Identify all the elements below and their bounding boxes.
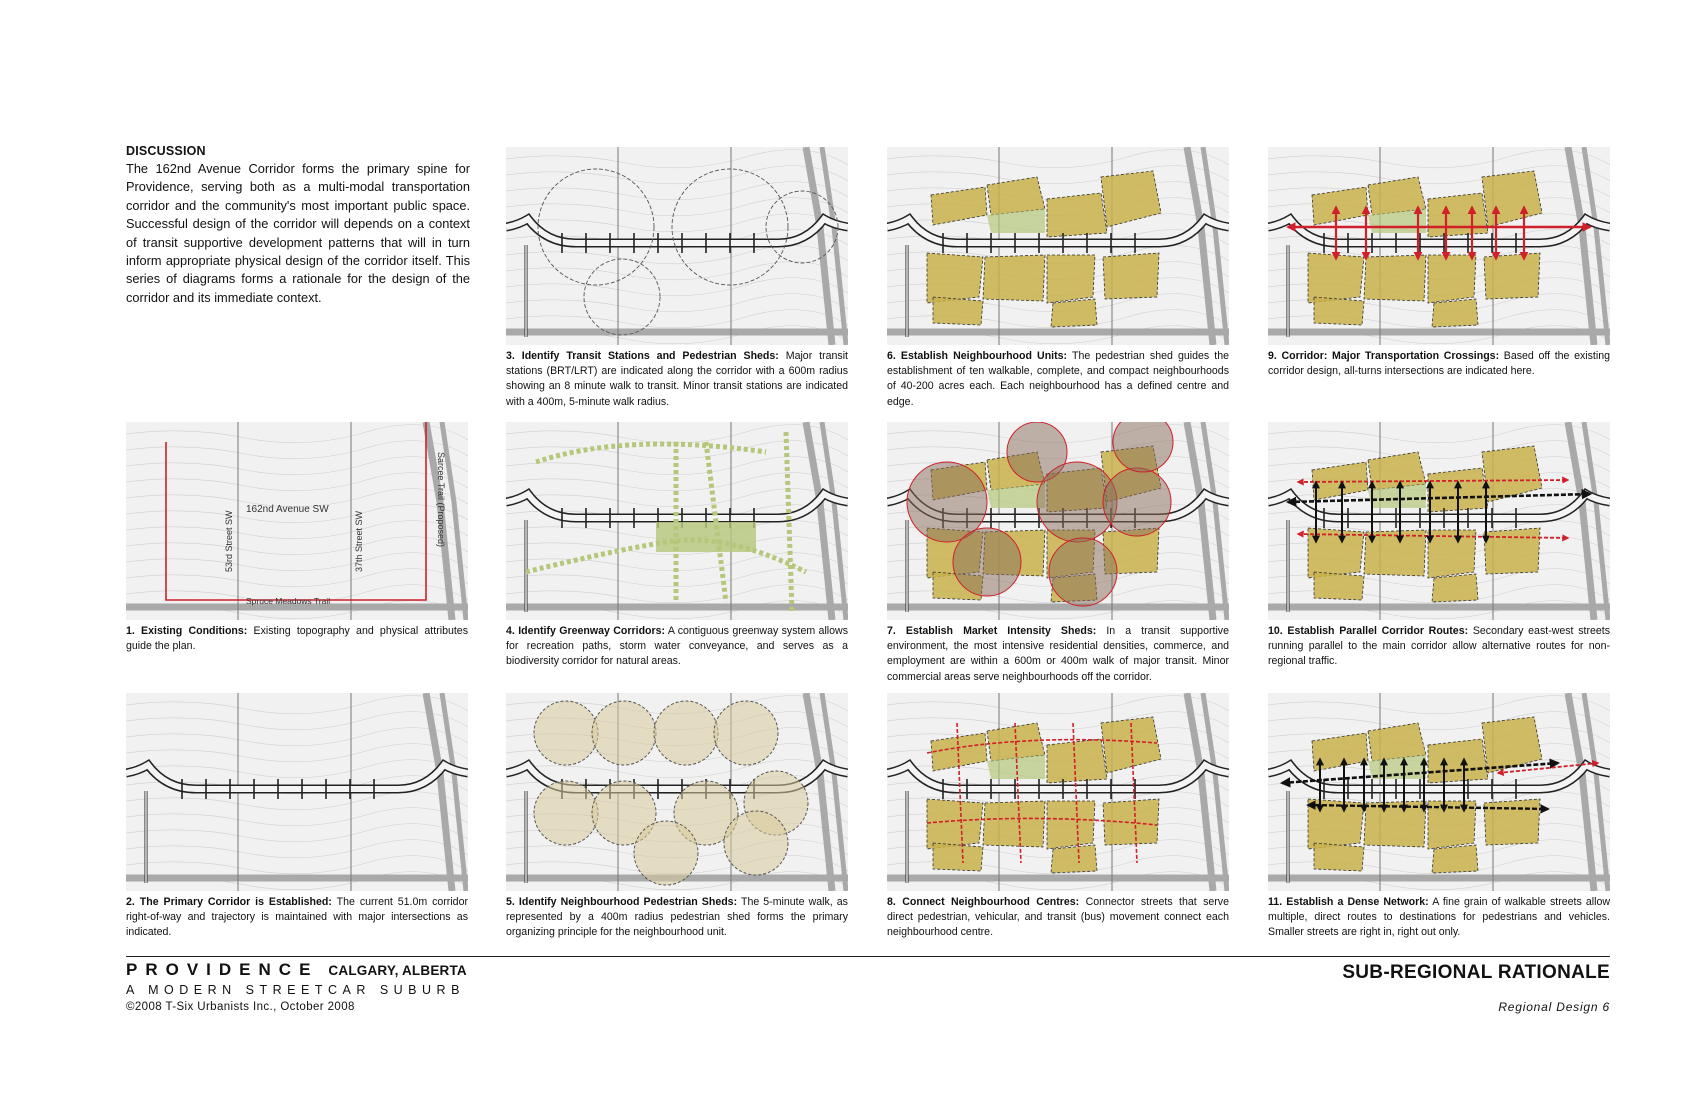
market-shed: [953, 528, 1021, 596]
caption-neighbourhood-units: 6. Establish Neighbourhood Units: The pedestrian shed guides the establishment of ten walkable, complete, and compact neighbourhoods of 40-200 acres each. Each neighbourhood has a defined centre and edge.: [887, 350, 1229, 408]
caption-transit-stations: 3. Identify Transit Stations and Pedestrian Sheds: Major transit stations (BRT/LRT) are indicated along the corridor with a 600m radius showing an 8 minute walk to transit. Minor transit stations are indicated with a 400m, 5-minute walk radius.: [506, 350, 848, 408]
neighbourhood-unit: [1314, 297, 1364, 325]
neighbourhood-unit: [1432, 574, 1478, 602]
pedestrian-shed: [534, 781, 598, 845]
neighbourhood-unit: [1484, 253, 1540, 299]
panel-neighbourhood-units: [887, 147, 1229, 410]
discussion-block: [126, 144, 470, 307]
pedestrian-shed: [634, 821, 698, 885]
map-dense-network: [1268, 693, 1610, 891]
caption-primary-corridor: 2. The Primary Corridor is Established: The current 51.0m corridor right-of-way and trajectory is maintained with major intersections as indicated.: [126, 896, 468, 939]
neighbourhood-unit: [1428, 193, 1488, 237]
neighbourhood-unit: [1432, 299, 1478, 327]
footer-brand: [126, 960, 467, 1013]
neighbourhood-unit: [1047, 801, 1095, 849]
panel-transportation-crossings: [1268, 147, 1610, 379]
map-label-53rd: 53rd Street SW: [224, 510, 234, 572]
panel-pedestrian-sheds: [506, 693, 848, 941]
caption-transportation-crossings: 9. Corridor: Major Transportation Crossings: Based off the existing corridor design, all-turns intersections are indicated here.: [1268, 350, 1610, 378]
footer-divider: [126, 956, 1610, 957]
neighbourhood-unit: [1484, 528, 1540, 574]
neighbourhood-unit: [1047, 193, 1107, 237]
neighbourhood-unit: [1047, 255, 1095, 303]
neighbourhood-unit: [1364, 255, 1426, 301]
neighbourhood-unit: [1484, 799, 1540, 845]
pedestrian-shed: [714, 701, 778, 765]
panel-connect-centres: [887, 693, 1229, 941]
pedestrian-shed: [534, 701, 598, 765]
neighbourhood-unit: [1364, 530, 1426, 576]
discussion-body: The 162nd Avenue Corridor forms the primary spine for Providence, serving both as a multi-modal transportation corridor and the community's most important public space. Successful design of the corridor will depends on a context of transit supportive development patterns that will in turn inform appropriate physical design of the corridor itself. This series of diagrams forms a rationale for the design of the corridor and its immediate context.: [126, 161, 470, 305]
caption-connect-centres: 8. Connect Neighbourhood Centres: Connector streets that serve direct pedestrian, vehicular, and transit (bus) movement connect each neighbourhood centre.: [887, 896, 1229, 939]
neighbourhood-unit: [1047, 739, 1107, 783]
map-label-avenue: 162nd Avenue SW: [246, 504, 329, 515]
map-label-highway: Sarcee Trail (Proposed): [436, 452, 446, 548]
copyright-line: ©2008 T-Six Urbanists Inc., October 2008: [126, 1001, 355, 1013]
panel-parallel-routes: [1268, 422, 1610, 670]
neighbourhood-unit: [1051, 299, 1097, 327]
market-shed: [1103, 468, 1171, 536]
map-neighbourhood-units: [887, 147, 1229, 345]
panel-transit-stations: [506, 147, 848, 410]
caption-market-intensity: 7. Establish Market Intensity Sheds: In a transit supportive environment, the most intensive residential densities, commerce, and employment are within a 600m or 400m walk of major transit. Minor commercial areas serve neighbourhoods off the corridor.: [887, 625, 1229, 683]
neighbourhood-unit: [1428, 255, 1476, 303]
neighbourhood-unit: [1432, 845, 1478, 873]
map-market-intensity: [887, 422, 1229, 620]
neighbourhood-unit: [1308, 253, 1364, 303]
pedestrian-shed: [654, 701, 718, 765]
caption-pedestrian-sheds: 5. Identify Neighbourhood Pedestrian Sheds: The 5-minute walk, as represented by a 400m radius pedestrian shed forms the primary organizing principle for the neighbourhood unit.: [506, 896, 848, 939]
neighbourhood-unit: [933, 843, 983, 871]
neighbourhood-unit: [1103, 253, 1159, 299]
map-parallel-routes: [1268, 422, 1610, 620]
caption-parallel-routes: 10. Establish Parallel Corridor Routes: Secondary east-west streets running parallel to the main corridor allow alternative routes for non-regional traffic.: [1268, 625, 1610, 668]
neighbourhood-unit: [1314, 843, 1364, 871]
neighbourhood-unit: [933, 297, 983, 325]
neighbourhood-unit: [983, 801, 1045, 847]
map-label-37th: 37th Street SW: [354, 510, 364, 572]
neighbourhood-unit: [927, 799, 983, 849]
project-subtitle: A MODERN STREETCAR SUBURB: [126, 983, 465, 997]
pedestrian-shed: [724, 811, 788, 875]
panel-existing-conditions: [126, 422, 468, 654]
panel-primary-corridor: [126, 693, 468, 941]
neighbourhood-unit: [1428, 739, 1488, 783]
caption-greenway-corridors: 4. Identify Greenway Corridors: A contiguous greenway system allows for recreation paths, storm water conveyance, and serves as a biodiversity corridor for natural areas.: [506, 625, 848, 668]
discussion-heading: DISCUSSION: [126, 144, 206, 158]
market-shed: [1049, 538, 1117, 606]
caption-existing-conditions: 1. Existing Conditions: Existing topography and physical attributes guide the plan.: [126, 625, 468, 653]
map-connect-centres: [887, 693, 1229, 891]
page-reference: Regional Design 6: [1498, 1000, 1610, 1014]
neighbourhood-unit: [983, 255, 1045, 301]
panel-dense-network: [1268, 693, 1610, 941]
map-label-trail: Spruce Meadows Trail: [246, 596, 331, 606]
caption-dense-network: 11. Establish a Dense Network: A fine grain of walkable streets allow multiple, direct routes to destinations for pedestrians and vehicles. Smaller streets are right in, right out only.: [1268, 896, 1610, 939]
map-transit-stations: [506, 147, 848, 345]
map-pedestrian-sheds: [506, 693, 848, 891]
neighbourhood-unit: [1051, 845, 1097, 873]
neighbourhood-unit: [927, 253, 983, 303]
section-title: SUB-REGIONAL RATIONALE: [1342, 962, 1610, 983]
panel-greenway-corridors: [506, 422, 848, 670]
map-greenway-corridors: [506, 422, 848, 620]
neighbourhood-unit: [1314, 572, 1364, 600]
panel-market-intensity: [887, 422, 1229, 685]
map-transportation-crossings: [1268, 147, 1610, 345]
project-title: PROVIDENCE: [126, 960, 319, 979]
pedestrian-shed: [592, 701, 656, 765]
map-primary-corridor: [126, 693, 468, 891]
map-existing-conditions: [126, 422, 468, 620]
project-location: CALGARY, ALBERTA: [328, 963, 467, 978]
